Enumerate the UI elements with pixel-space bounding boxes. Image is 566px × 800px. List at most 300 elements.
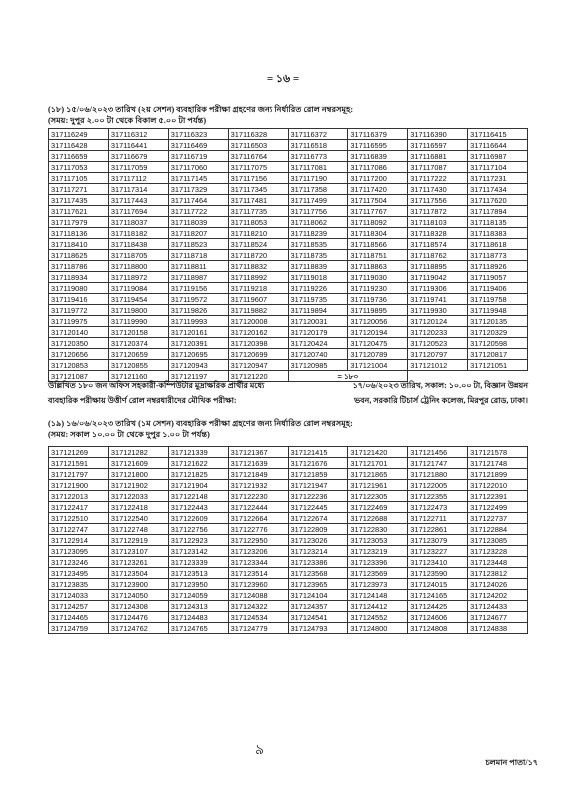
roll-number-cell: 317122417 — [49, 502, 109, 513]
roll-number-cell: 317120398 — [228, 338, 288, 349]
roll-number-cell: 317122010 — [468, 480, 528, 491]
roll-number-cell: 317120523 — [408, 338, 468, 349]
roll-number-cell: 317117621 — [49, 206, 109, 217]
roll-number-cell: 317124202 — [468, 590, 528, 601]
table-row — [49, 447, 528, 458]
roll-table-section-18 — [48, 128, 528, 382]
roll-number-cell: 317119607 — [228, 294, 288, 305]
note-line2-right: ভবন, সরকারি টিচার্স ট্রেনিং কলেজ, মিরপুর রোড, ঢাকা। — [354, 396, 528, 405]
roll-number-cell: 317120391 — [168, 338, 228, 349]
roll-number-cell: 317123396 — [348, 557, 408, 568]
roll-number-cell: 317122674 — [288, 513, 348, 524]
roll-number-cell: 317117464 — [168, 195, 228, 206]
roll-number-cell: 317117112 — [108, 173, 168, 184]
roll-number-cell: 317121865 — [348, 469, 408, 480]
roll-number-cell: 317116390 — [408, 129, 468, 140]
roll-number-cell: 317123107 — [108, 546, 168, 557]
roll-number-cell: 317123079 — [408, 535, 468, 546]
roll-number-cell: 317117556 — [408, 195, 468, 206]
section-18-heading — [48, 104, 528, 126]
roll-number-cell: 317119230 — [348, 283, 408, 294]
roll-number-cell: 317124033 — [49, 590, 109, 601]
roll-number-cell: 317123514 — [228, 568, 288, 579]
roll-number-cell: 317116372 — [288, 129, 348, 140]
roll-number-cell: 317120947 — [228, 360, 288, 371]
roll-number-cell: 317123835 — [49, 579, 109, 590]
roll-number-cell: 317121591 — [49, 458, 109, 469]
roll-number-cell: 317117420 — [348, 184, 408, 195]
roll-number-cell: 317124476 — [108, 612, 168, 623]
roll-number-cell: 317124759 — [49, 623, 109, 634]
table-row — [49, 151, 528, 162]
roll-number-cell: 317124483 — [168, 612, 228, 623]
roll-number-cell: 317120475 — [348, 338, 408, 349]
roll-number-cell: 317124534 — [228, 612, 288, 623]
roll-number-cell: 317118136 — [49, 228, 109, 239]
roll-number-cell: 317117722 — [168, 206, 228, 217]
roll-number-cell: 317124412 — [348, 601, 408, 612]
roll-number-cell: 317120695 — [168, 349, 228, 360]
roll-number-cell: 317124148 — [348, 590, 408, 601]
roll-number-cell: 317120943 — [168, 360, 228, 371]
roll-number-cell: 317121609 — [108, 458, 168, 469]
table-row — [49, 250, 528, 261]
roll-number-cell: 317122884 — [468, 524, 528, 535]
roll-number-cell: 317119990 — [108, 316, 168, 327]
roll-number-cell: 317118566 — [348, 239, 408, 250]
roll-number-cell: 317121578 — [468, 447, 528, 458]
table-row — [49, 557, 528, 568]
roll-number-cell: 317119454 — [108, 294, 168, 305]
roll-number-cell: 317118735 — [288, 250, 348, 261]
roll-number-cell: 317122418 — [108, 502, 168, 513]
roll-number-cell: 317122737 — [468, 513, 528, 524]
roll-number-cell: 317121676 — [288, 458, 348, 469]
roll-number-cell: 317118053 — [228, 217, 288, 228]
roll-number-cell: 317120158 — [108, 327, 168, 338]
table-row — [49, 327, 528, 338]
roll-number-cell: 317117190 — [288, 173, 348, 184]
roll-number-cell: 317116441 — [108, 140, 168, 151]
roll-number-cell: 317121849 — [228, 469, 288, 480]
roll-number-cell: 317123142 — [168, 546, 228, 557]
roll-number-cell: 317119030 — [348, 272, 408, 283]
roll-number-cell: 317122756 — [168, 524, 228, 535]
roll-number-cell: 317123214 — [288, 546, 348, 557]
roll-number-cell: 317119735 — [288, 294, 348, 305]
roll-number-cell: 317116503 — [228, 140, 288, 151]
roll-number-cell: 317122609 — [168, 513, 228, 524]
roll-number-cell: 317121904 — [168, 480, 228, 491]
roll-number-cell: 317122540 — [108, 513, 168, 524]
table-row — [49, 184, 528, 195]
roll-number-cell: 317121961 — [348, 480, 408, 491]
roll-number-cell: 317124015 — [408, 579, 468, 590]
roll-number-cell: 317122914 — [49, 535, 109, 546]
roll-number-cell: 317122688 — [348, 513, 408, 524]
roll-number-cell: 317123812 — [468, 568, 528, 579]
roll-number-cell: 317118992 — [228, 272, 288, 283]
roll-number-cell: 317122776 — [228, 524, 288, 535]
roll-number-cell: 317121051 — [468, 360, 528, 371]
roll-number-cell: 317118618 — [468, 239, 528, 250]
roll-number-cell: 317123513 — [168, 568, 228, 579]
roll-number-cell: 317117504 — [348, 195, 408, 206]
roll-number-cell: 317118207 — [168, 228, 228, 239]
roll-number-cell: 317121899 — [468, 469, 528, 480]
roll-number-cell: 317124677 — [468, 612, 528, 623]
roll-number-cell: 317117105 — [49, 173, 109, 184]
table-row — [49, 349, 528, 360]
roll-number-cell: 317117894 — [468, 206, 528, 217]
roll-number-cell: 317120329 — [468, 327, 528, 338]
roll-number-cell: 317121420 — [348, 447, 408, 458]
page-number: = ১৬ = — [266, 73, 300, 85]
table-row — [49, 546, 528, 557]
roll-number-cell: 317116415 — [468, 129, 528, 140]
roll-number-cell: 317118410 — [49, 239, 109, 250]
table-row — [49, 338, 528, 349]
table-row — [49, 195, 528, 206]
table-row — [49, 360, 528, 371]
section-19-time: (সময়: সকাল ১০.০০ টা থেকে দুপুর ১.০০ টা পর্যন্ত) — [48, 430, 210, 439]
roll-number-cell: 317123410 — [408, 557, 468, 568]
roll-number-cell: 317120031 — [288, 316, 348, 327]
table-row — [49, 491, 528, 502]
roll-number-cell: 317123206 — [228, 546, 288, 557]
roll-number-cell: 317120374 — [108, 338, 168, 349]
roll-number-cell: 317118839 — [288, 261, 348, 272]
roll-number-cell: 317117314 — [108, 184, 168, 195]
roll-number-cell: 317116773 — [288, 151, 348, 162]
roll-number-cell: 317124308 — [108, 601, 168, 612]
roll-number-cell: 317122830 — [348, 524, 408, 535]
roll-number-cell: 317116679 — [108, 151, 168, 162]
roll-number-cell: 317120140 — [49, 327, 109, 338]
roll-number-cell: 317121087 — [49, 371, 109, 382]
roll-number-cell: 317119895 — [348, 305, 408, 316]
table-row — [49, 568, 528, 579]
roll-number-cell: 317116379 — [348, 129, 408, 140]
roll-number-cell: 317117756 — [288, 206, 348, 217]
roll-number-cell: 317119406 — [468, 283, 528, 294]
roll-number-cell: 317117443 — [108, 195, 168, 206]
roll-number-cell: 317123026 — [288, 535, 348, 546]
roll-number-cell: 317120233 — [408, 327, 468, 338]
roll-number-cell: 317119882 — [228, 305, 288, 316]
roll-number-cell: 317118987 — [168, 272, 228, 283]
roll-number-cell: 317123965 — [288, 579, 348, 590]
table-row — [49, 458, 528, 469]
roll-number-cell: 317117694 — [108, 206, 168, 217]
table-row — [49, 294, 528, 305]
roll-number-cell: 317122443 — [168, 502, 228, 513]
roll-number-cell: 317118705 — [108, 250, 168, 261]
roll-number-cell: 317118135 — [468, 217, 528, 228]
roll-number-cell: 317120789 — [348, 349, 408, 360]
note-line1-right: ১৭/০৬/২০২৩ তারিখ, সকাল: ১০.০০ টা, বিজ্ঞান উন্নয়ন — [352, 381, 528, 390]
roll-number-cell: 317116839 — [348, 151, 408, 162]
continued-label: চলমান পাতা/১৭ — [485, 758, 538, 767]
roll-number-cell: 317118239 — [288, 228, 348, 239]
roll-number-cell: 317122444 — [228, 502, 288, 513]
roll-number-cell: 317118523 — [168, 239, 228, 250]
roll-number-cell: 317120179 — [288, 327, 348, 338]
roll-number-cell: 317121339 — [168, 447, 228, 458]
roll-number-cell: 317117231 — [468, 173, 528, 184]
roll-number-cell: 317117271 — [49, 184, 109, 195]
roll-number-cell: 317124762 — [108, 623, 168, 634]
roll-number-cell: 317119226 — [288, 283, 348, 294]
roll-number-cell: 317118062 — [288, 217, 348, 228]
roll-number-cell: 317117481 — [228, 195, 288, 206]
roll-number-cell: 317119018 — [288, 272, 348, 283]
roll-number-cell: 317117081 — [288, 162, 348, 173]
roll-number-cell: 317123339 — [168, 557, 228, 568]
roll-number-cell: 317117735 — [228, 206, 288, 217]
roll-number-cell: 317120056 — [348, 316, 408, 327]
roll-number-cell: 317119894 — [288, 305, 348, 316]
roll-number-cell: 317124838 — [468, 623, 528, 634]
roll-number-cell: 317124050 — [108, 590, 168, 601]
note-line1-left: উল্লিখিত ১৮০ জন অফিস সহকারী-কম্পিউটার মুদ্রাক্ষরিক প্রার্থীর মধ্যে — [48, 381, 265, 390]
roll-number-cell: 317119416 — [49, 294, 109, 305]
table-row — [49, 305, 528, 316]
roll-number-cell: 317121197 — [168, 371, 228, 382]
roll-number-cell: 317122236 — [288, 491, 348, 502]
roll-number-cell: 317121859 — [288, 469, 348, 480]
roll-number-cell: 317118934 — [49, 272, 109, 283]
roll-number-cell: 317122748 — [108, 524, 168, 535]
roll-number-cell: 317119084 — [108, 283, 168, 294]
roll-number-cell: 317124104 — [288, 590, 348, 601]
roll-number-cell: 317122469 — [348, 502, 408, 513]
roll-number-cell: 317123261 — [108, 557, 168, 568]
table-row — [49, 272, 528, 283]
roll-number-cell: 317121622 — [168, 458, 228, 469]
roll-number-cell: 317124433 — [468, 601, 528, 612]
roll-number-cell: 317123053 — [348, 535, 408, 546]
roll-number-cell: 317117060 — [168, 162, 228, 173]
roll-number-cell: 317119741 — [408, 294, 468, 305]
roll-number-cell: 317123095 — [49, 546, 109, 557]
roll-number-cell: 317122473 — [408, 502, 468, 513]
roll-number-cell: 317118383 — [468, 228, 528, 239]
roll-number-cell: 317124779 — [228, 623, 288, 634]
note-line2-left: ব্যবহারিক পরীক্ষায় উত্তীর্ণ রোল নম্বরধারীদের মৌখিক পরীক্ষা: — [48, 396, 237, 405]
roll-number-cell: 317117329 — [168, 184, 228, 195]
table-row — [49, 590, 528, 601]
roll-number-cell: 317120659 — [108, 349, 168, 360]
roll-number-cell: 317116328 — [228, 129, 288, 140]
roll-number-cell: 317122355 — [408, 491, 468, 502]
roll-number-cell: 317122510 — [49, 513, 109, 524]
roll-number-cell: 317117200 — [348, 173, 408, 184]
roll-number-cell: 317118092 — [348, 217, 408, 228]
roll-number-cell: 317116428 — [49, 140, 109, 151]
roll-number-cell: 317116719 — [168, 151, 228, 162]
roll-number-cell: 317116249 — [49, 129, 109, 140]
footer-mark: ৯ — [255, 743, 265, 758]
roll-number-cell: 317122005 — [408, 480, 468, 491]
roll-number-cell: 317116881 — [408, 151, 468, 162]
roll-number-cell: 317121269 — [49, 447, 109, 458]
roll-number-cell: 317121282 — [108, 447, 168, 458]
roll-number-cell: 317118438 — [108, 239, 168, 250]
roll-number-cell: 317124606 — [408, 612, 468, 623]
table-row — [49, 535, 528, 546]
roll-number-cell: 317121456 — [408, 447, 468, 458]
roll-number-cell: 317119948 — [468, 305, 528, 316]
roll-number-cell: 317120008 — [228, 316, 288, 327]
roll-number-cell: 317118751 — [348, 250, 408, 261]
section-18-title: (১৮) ১৫/০৬/২০২৩ তারিখ (২য় সেশন) ব্যবহারিক পরীক্ষা গ্রহণের জন্য নির্ধারিত রোল নম্বরসমূহ: — [48, 105, 354, 114]
roll-number-cell: 317117767 — [348, 206, 408, 217]
roll-number-cell: 317117104 — [468, 162, 528, 173]
roll-number-cell: 317121947 — [288, 480, 348, 491]
table-row — [49, 162, 528, 173]
roll-number-cell: 317122809 — [288, 524, 348, 535]
roll-number-cell: 317118926 — [468, 261, 528, 272]
roll-number-cell: 317119758 — [468, 294, 528, 305]
roll-number-cell: 317121701 — [348, 458, 408, 469]
roll-number-cell: 317120194 — [348, 327, 408, 338]
table-row — [49, 524, 528, 535]
section-19-title: (১৯) ১৬/০৬/২০২৩ তারিখ (১ম সেশন) ব্যবহারিক পরীক্ষা গ্রহণের জন্য নির্ধারিত রোল নম্বরসমূহ: — [48, 419, 353, 428]
roll-number-cell: 317120162 — [228, 327, 288, 338]
roll-number-cell: 317123228 — [468, 546, 528, 557]
roll-number-cell: 317122391 — [468, 491, 528, 502]
table-row — [49, 206, 528, 217]
roll-number-cell: 317116764 — [228, 151, 288, 162]
table-row — [49, 283, 528, 294]
roll-number-cell: 317117075 — [228, 162, 288, 173]
roll-number-cell: 317118524 — [228, 239, 288, 250]
table-row — [49, 579, 528, 590]
roll-number-cell: 317118832 — [228, 261, 288, 272]
roll-number-cell: 317119772 — [49, 305, 109, 316]
roll-number-cell: 317118103 — [408, 217, 468, 228]
roll-number-cell: 317121639 — [228, 458, 288, 469]
roll-number-cell: 317117979 — [49, 217, 109, 228]
roll-number-cell: 317120817 — [468, 349, 528, 360]
roll-number-cell: 317118574 — [408, 239, 468, 250]
roll-number-cell: 317118304 — [348, 228, 408, 239]
roll-number-cell: 317118972 — [108, 272, 168, 283]
roll-number-cell: 317120853 — [49, 360, 109, 371]
roll-number-cell: 317118718 — [168, 250, 228, 261]
roll-number-cell: 317118037 — [108, 217, 168, 228]
roll-number-cell: 317117053 — [49, 162, 109, 173]
roll-number-cell: 317121880 — [408, 469, 468, 480]
roll-number-cell: 317123386 — [288, 557, 348, 568]
table-row — [49, 502, 528, 513]
roll-number-cell: 317117087 — [408, 162, 468, 173]
roll-number-cell: 317119080 — [49, 283, 109, 294]
roll-number-cell: 317117059 — [108, 162, 168, 173]
roll-number-cell: 317120740 — [288, 349, 348, 360]
roll-number-cell: 317119930 — [408, 305, 468, 316]
roll-number-cell: 317118720 — [228, 250, 288, 261]
table-row — [49, 261, 528, 272]
roll-number-cell: 317124357 — [288, 601, 348, 612]
table-row — [49, 217, 528, 228]
roll-number-cell: 317123568 — [288, 568, 348, 579]
roll-number-cell: 317119042 — [408, 272, 468, 283]
roll-number-cell: 317121004 — [348, 360, 408, 371]
roll-number-cell: 317122033 — [108, 491, 168, 502]
roll-table-section-19 — [48, 446, 528, 634]
roll-number-cell: 317121748 — [468, 458, 528, 469]
roll-number-cell: 317124257 — [49, 601, 109, 612]
total-count: = ১৮০ — [288, 371, 408, 382]
roll-number-cell: 317117435 — [49, 195, 109, 206]
roll-number-cell: 317123344 — [228, 557, 288, 568]
roll-number-cell: 317118811 — [168, 261, 228, 272]
roll-number-cell: 317121932 — [228, 480, 288, 491]
roll-number-cell: 317123960 — [228, 579, 288, 590]
roll-number-cell: 317118625 — [49, 250, 109, 261]
roll-number-cell: 317116644 — [468, 140, 528, 151]
roll-number-cell: 317124800 — [348, 623, 408, 634]
table-row — [49, 623, 528, 634]
roll-number-cell: 317122747 — [49, 524, 109, 535]
table-row — [49, 316, 528, 327]
roll-number-cell: 317123495 — [49, 568, 109, 579]
table-row — [49, 469, 528, 480]
section-19-heading — [48, 418, 528, 440]
roll-number-cell: 317122148 — [168, 491, 228, 502]
roll-number-cell: 317119800 — [108, 305, 168, 316]
roll-number-cell: 317122919 — [108, 535, 168, 546]
roll-number-cell: 317122305 — [348, 491, 408, 502]
roll-number-cell: 317120135 — [468, 316, 528, 327]
roll-number-cell: 317119736 — [348, 294, 408, 305]
roll-number-cell: 317122499 — [468, 502, 528, 513]
roll-number-cell: 317124322 — [228, 601, 288, 612]
roll-number-cell: 317121825 — [168, 469, 228, 480]
viva-note — [48, 380, 528, 406]
roll-number-cell: 317119156 — [168, 283, 228, 294]
roll-number-cell: 317123448 — [468, 557, 528, 568]
roll-number-cell: 317118328 — [408, 228, 468, 239]
roll-number-cell: 317118800 — [108, 261, 168, 272]
roll-number-cell: 317116595 — [348, 140, 408, 151]
roll-number-cell: 317119218 — [228, 283, 288, 294]
roll-number-cell: 317118863 — [348, 261, 408, 272]
roll-number-cell: 317123085 — [468, 535, 528, 546]
roll-number-cell: 317124765 — [168, 623, 228, 634]
roll-number-cell: 317118182 — [108, 228, 168, 239]
table-row — [49, 612, 528, 623]
roll-number-cell: 317117358 — [288, 184, 348, 195]
roll-number-cell: 317116659 — [49, 151, 109, 162]
roll-number-cell: 317121747 — [408, 458, 468, 469]
roll-number-cell: 317117145 — [168, 173, 228, 184]
roll-number-cell: 317122711 — [408, 513, 468, 524]
roll-number-cell: 317117086 — [348, 162, 408, 173]
roll-number-cell: 317116597 — [408, 140, 468, 151]
roll-number-cell: 317122664 — [228, 513, 288, 524]
table-row — [49, 513, 528, 524]
roll-number-cell: 317124552 — [348, 612, 408, 623]
roll-number-cell: 317120124 — [408, 316, 468, 327]
roll-number-cell: 317120350 — [49, 338, 109, 349]
roll-number-cell: 317123973 — [348, 579, 408, 590]
roll-number-cell: 317121797 — [49, 469, 109, 480]
table-row — [49, 239, 528, 250]
roll-number-cell: 317124088 — [228, 590, 288, 601]
